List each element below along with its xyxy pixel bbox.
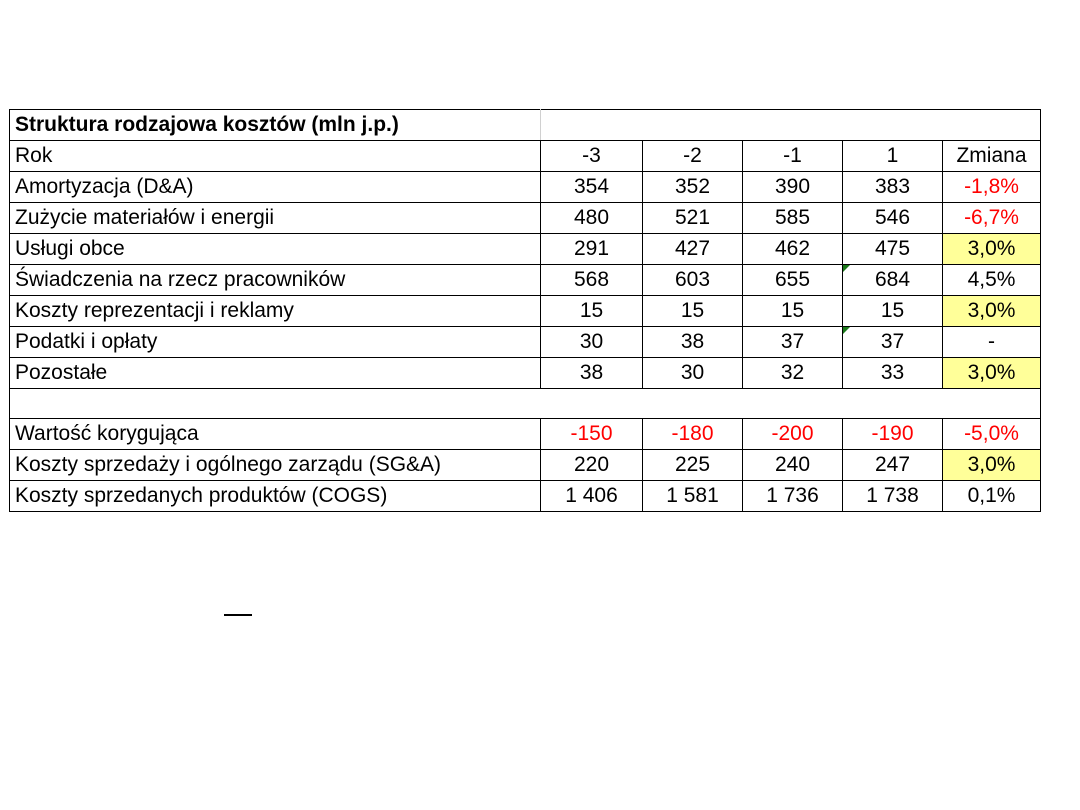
title-empty-cell[interactable]: [541, 110, 643, 141]
table-row: [10, 358, 1041, 389]
change-cell[interactable]: -5,0%: [943, 419, 1041, 450]
change-cell-highlighted[interactable]: 3,0%: [943, 296, 1041, 327]
value-cell[interactable]: 462: [743, 234, 843, 265]
row-label-cell[interactable]: Koszty sprzedaży i ogólnego zarządu (SG&A): [10, 450, 541, 481]
value-cell[interactable]: 1 406: [541, 481, 643, 512]
header-label-cell[interactable]: Rok: [10, 141, 541, 172]
value-cell[interactable]: 225: [643, 450, 743, 481]
comment-indicator-icon: [843, 327, 850, 334]
value-cell[interactable]: 390: [743, 172, 843, 203]
table-title[interactable]: Struktura rodzajowa kosztów (mln j.p.): [10, 110, 541, 141]
value-cell[interactable]: 38: [643, 327, 743, 358]
empty-row: [10, 389, 1041, 419]
change-cell-highlighted[interactable]: 3,0%: [943, 234, 1041, 265]
year-header-cell[interactable]: 1: [843, 141, 943, 172]
value-cell[interactable]: 220: [541, 450, 643, 481]
change-cell-highlighted[interactable]: 3,0%: [943, 358, 1041, 389]
row-label-cell[interactable]: Koszty reprezentacji i reklamy: [10, 296, 541, 327]
value-cell[interactable]: 240: [743, 450, 843, 481]
table-row: [10, 450, 1041, 481]
year-header-cell[interactable]: -2: [643, 141, 743, 172]
change-cell-highlighted[interactable]: 3,0%: [943, 450, 1041, 481]
table-row: [10, 481, 1041, 512]
value-cell[interactable]: 15: [843, 296, 943, 327]
value-cell[interactable]: 15: [643, 296, 743, 327]
comment-indicator-icon: [843, 265, 850, 272]
table-row: [10, 172, 1041, 203]
cell-value: 37: [880, 330, 905, 353]
row-label-cell[interactable]: Usługi obce: [10, 234, 541, 265]
value-cell[interactable]: 655: [743, 265, 843, 296]
value-cell[interactable]: -200: [743, 419, 843, 450]
value-cell[interactable]: 1 736: [743, 481, 843, 512]
value-cell[interactable]: 568: [541, 265, 643, 296]
year-header-cell[interactable]: -3: [541, 141, 643, 172]
value-cell[interactable]: 33: [843, 358, 943, 389]
value-cell[interactable]: -180: [643, 419, 743, 450]
change-cell[interactable]: -1,8%: [943, 172, 1041, 203]
change-cell[interactable]: 4,5%: [943, 265, 1041, 296]
value-cell[interactable]: 480: [541, 203, 643, 234]
cell-value: 684: [874, 268, 911, 291]
value-cell[interactable]: 354: [541, 172, 643, 203]
title-empty-cell[interactable]: [643, 110, 743, 141]
value-cell[interactable]: -190: [843, 419, 943, 450]
change-cell[interactable]: -: [943, 327, 1041, 358]
value-cell[interactable]: 603: [643, 265, 743, 296]
row-label-cell[interactable]: Zużycie materiałów i energii: [10, 203, 541, 234]
header-row: [10, 141, 1041, 172]
value-cell-with-comment[interactable]: [843, 265, 943, 296]
value-cell[interactable]: 15: [541, 296, 643, 327]
value-cell[interactable]: -150: [541, 419, 643, 450]
change-cell[interactable]: 0,1%: [943, 481, 1041, 512]
value-cell[interactable]: 585: [743, 203, 843, 234]
row-label-cell[interactable]: Pozostałe: [10, 358, 541, 389]
value-cell[interactable]: 30: [643, 358, 743, 389]
title-empty-cell[interactable]: [943, 110, 1041, 141]
value-cell[interactable]: 1 581: [643, 481, 743, 512]
table-row: [10, 234, 1041, 265]
value-cell[interactable]: 1 738: [843, 481, 943, 512]
value-cell[interactable]: 38: [541, 358, 643, 389]
value-cell[interactable]: 427: [643, 234, 743, 265]
title-empty-cell[interactable]: [843, 110, 943, 141]
table-row: [10, 419, 1041, 450]
row-label-cell[interactable]: Koszty sprzedanych produktów (COGS): [10, 481, 541, 512]
empty-spacer-cell[interactable]: [10, 389, 1041, 419]
value-cell[interactable]: 291: [541, 234, 643, 265]
year-header-cell[interactable]: -1: [743, 141, 843, 172]
value-cell[interactable]: 475: [843, 234, 943, 265]
row-label-cell[interactable]: Amortyzacja (D&A): [10, 172, 541, 203]
change-header-cell[interactable]: Zmiana: [943, 141, 1041, 172]
value-cell[interactable]: 546: [843, 203, 943, 234]
value-cell[interactable]: 247: [843, 450, 943, 481]
title-row: [10, 110, 1041, 141]
value-cell[interactable]: 37: [743, 327, 843, 358]
value-cell[interactable]: 352: [643, 172, 743, 203]
row-label-cell[interactable]: Wartość korygująca: [10, 419, 541, 450]
value-cell[interactable]: 383: [843, 172, 943, 203]
table-row: [10, 265, 1041, 296]
value-cell[interactable]: 30: [541, 327, 643, 358]
table-row: [10, 203, 1041, 234]
row-label-cell[interactable]: Podatki i opłaty: [10, 327, 541, 358]
table-row: [10, 296, 1041, 327]
value-cell[interactable]: 521: [643, 203, 743, 234]
cost-structure-table: [9, 109, 1041, 512]
horizontal-line-shape: [224, 614, 252, 616]
title-empty-cell[interactable]: [743, 110, 843, 141]
table-row: [10, 327, 1041, 358]
value-cell-with-comment[interactable]: [843, 327, 943, 358]
change-cell[interactable]: -6,7%: [943, 203, 1041, 234]
value-cell[interactable]: 32: [743, 358, 843, 389]
value-cell[interactable]: 15: [743, 296, 843, 327]
row-label-cell[interactable]: Świadczenia na rzecz pracowników: [10, 265, 541, 296]
